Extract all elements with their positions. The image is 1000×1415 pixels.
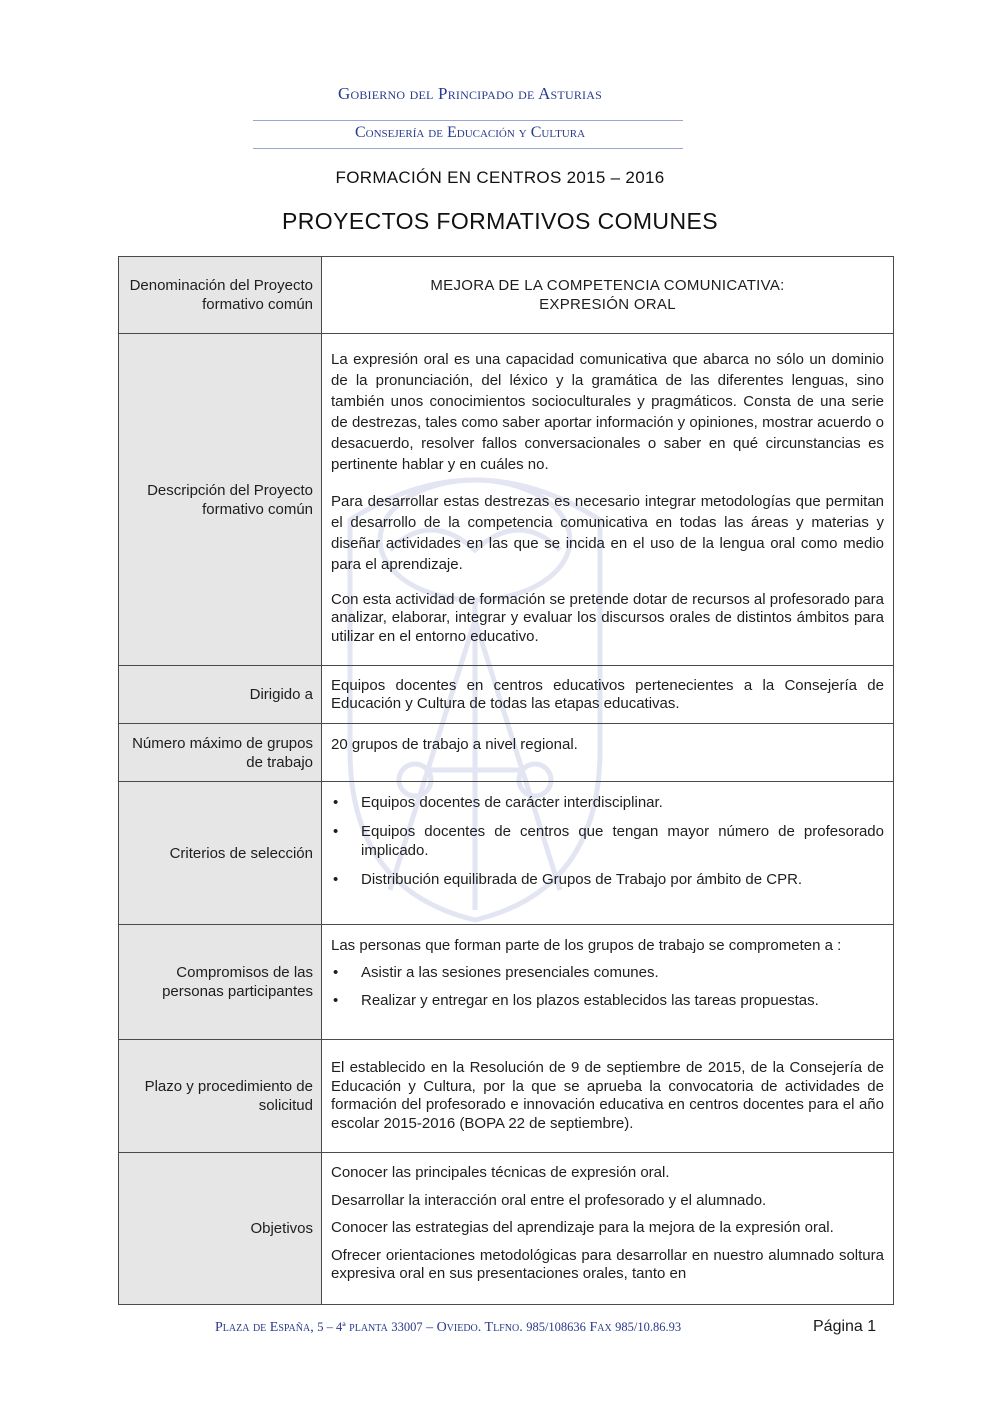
row-label: Dirigido a [119, 666, 322, 724]
footer-street: Plaza de España, [215, 1320, 318, 1335]
description-text [322, 334, 894, 666]
list-item: • Realizar y entregar en los plazos establecidos las tareas propuestas. [331, 991, 884, 1010]
row-label: Criterios de selección [119, 782, 322, 925]
objectives [322, 1153, 894, 1305]
row-label: Compromisos de las personas participantes [119, 925, 322, 1040]
table-row-max-groups [119, 724, 894, 782]
row-label: Objetivos [119, 1153, 322, 1305]
description-paragraph: Para desarrollar estas destrezas es necesario integrar metodologías que permitan el desarrollo de la competencia comunicativa en todas las áreas y materias y diseñar actividades en las que se incida en el uso de la lengua oral como medio para el aprendizaje. [331, 492, 884, 573]
project-name [322, 257, 894, 334]
department-header: Consejería de Educación y Cultura [354, 124, 586, 141]
footer-city: – Oviedo. Tlfno. [422, 1320, 527, 1335]
program-subtitle: FORMACIÓN EN CENTROS 2015 – 2016 [335, 168, 665, 187]
page-number: Página 1 [813, 1318, 877, 1335]
header-divider-bottom [253, 148, 683, 149]
criteria-list [331, 793, 884, 889]
commitments-intro: Las personas que forman parte de los grupos de trabajo se comprometen a : [331, 937, 842, 954]
footer-phone: 985/108636 [526, 1320, 586, 1334]
objective-item: Ofrecer orientaciones metodológicas para desarrollar en nuestro alumnado soltura expresiva oral en sus presentaciones orales, tanto en [331, 1246, 884, 1282]
project-name-line-2: EXPRESIÓN ORAL [539, 296, 676, 313]
row-label: Descripción del Proyecto formativo común [119, 334, 322, 666]
audience-text: Equipos docentes en centros educativos pertenecientes a la Consejería de Educación y Cultura de todas las etapas educativas. [322, 666, 894, 724]
list-item: • Asistir a las sesiones presenciales comunes. [331, 963, 884, 982]
government-header: Gobierno del Principado de Asturias [338, 84, 602, 103]
footer-address [215, 1320, 681, 1336]
deadline-text: El establecido en la Resolución de 9 de septiembre de 2015, de la Consejería de Educación y Cultura, por la que se aprueba la convocatoria de actividades de formación del profesorado e innovación educativa en centros docentes para el año escolar 2015-2016 (BOPA 22 de septiembre). [322, 1040, 894, 1153]
max-groups-text: 20 grupos de trabajo a nivel regional. [322, 724, 894, 782]
list-item: • Equipos docentes de carácter interdisciplinar. [331, 793, 884, 812]
table-row-description [119, 334, 894, 666]
footer-number: 5 – 4ª [317, 1320, 346, 1334]
table-row-objectives [119, 1153, 894, 1305]
project-name-line-1: MEJORA DE LA COMPETENCIA COMUNICATIVA: [430, 277, 785, 294]
footer-fax: 985/10.86.93 [615, 1320, 682, 1334]
objective-item: Conocer las estrategias del aprendizaje para la mejora de la expresión oral. [331, 1219, 834, 1236]
footer-postcode: 33007 [391, 1320, 423, 1334]
table-row-commitments [119, 925, 894, 1040]
page-title: PROYECTOS FORMATIVOS COMUNES [282, 208, 718, 234]
commitments [322, 925, 894, 1040]
table-row-selection-criteria [119, 782, 894, 925]
row-label: Número máximo de grupos de trabajo [119, 724, 322, 782]
description-paragraph: La expresión oral es una capacidad comunicativa que abarca no sólo un dominio de la pronunciación, del léxico y la gramática de las diferentes lenguas, sino también unos conocimientos socioculturales y pragmáticos. Consta de una serie de destrezas, tales como saber aportar información y opiniones, mostrar acuerdo o desacuerdo, resolver fallos conversacionales o saber en qué circunstancias es pertinente hablar y en cuáles no. [331, 350, 884, 473]
table-row-audience [119, 666, 894, 724]
footer-fax-label: Fax [585, 1320, 616, 1335]
row-label: Plazo y procedimiento de solicitud [119, 1040, 322, 1153]
objective-item: Desarrollar la interacción oral entre el profesorado y el alumnado. [331, 1191, 767, 1209]
footer-floor: planta [345, 1320, 392, 1335]
table-row-deadline [119, 1040, 894, 1153]
row-label: Denominación del Proyecto formativo común [119, 257, 322, 334]
list-item: • Equipos docentes de centros que tengan mayor número de profesorado implicado. [331, 822, 884, 860]
header-divider-top [253, 120, 683, 121]
project-table [118, 256, 894, 1305]
table-row-denomination [119, 257, 894, 334]
list-item: • Distribución equilibrada de Grupos de Trabajo por ámbito de CPR. [331, 870, 884, 889]
objective-item: Conocer las principales técnicas de expresión oral. [331, 1164, 670, 1181]
selection-criteria [322, 782, 894, 925]
description-paragraph: Con esta actividad de formación se pretende dotar de recursos al profesorado para analizar, elaborar, integrar y evaluar los discursos orales de distintos ámbitos para utilizar en el entorno educativo. [331, 590, 884, 645]
commitments-list [331, 963, 884, 1010]
